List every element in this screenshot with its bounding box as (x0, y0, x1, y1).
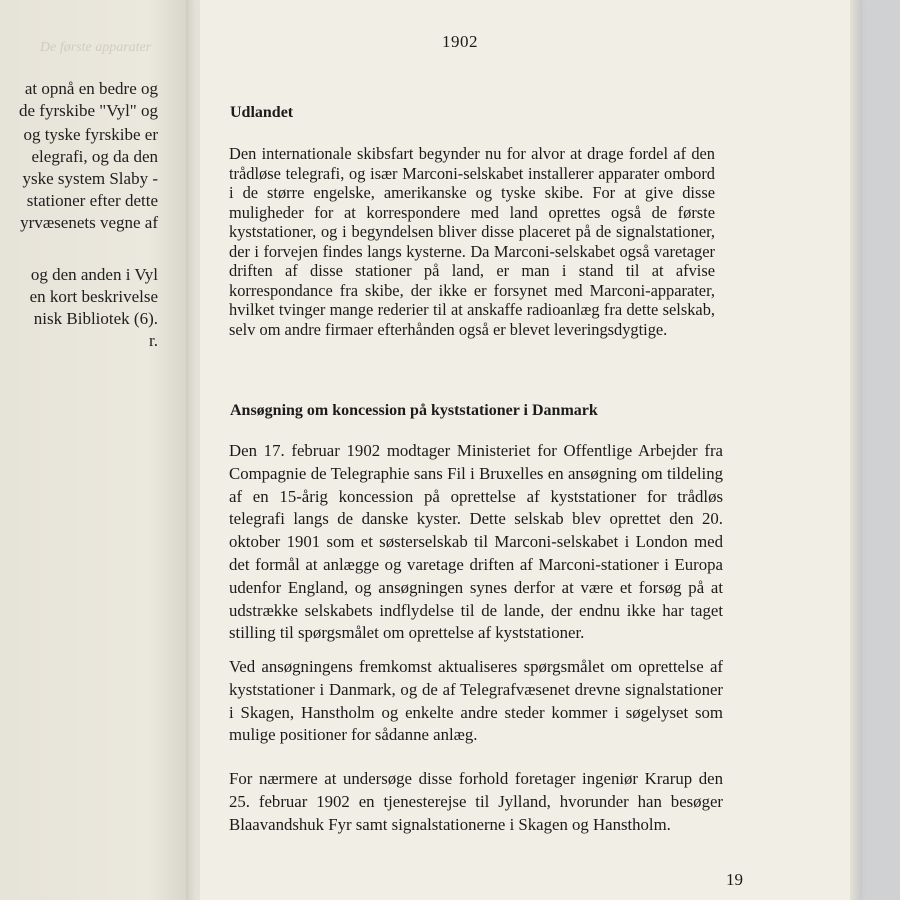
running-header-year: 1902 (442, 32, 478, 51)
paragraph-koncession-1: Den 17. februar 1902 modtager Ministeriet for Offentlige Arbejder fra Compagnie de Telegraphie sans Fil i Bruxelles en ansøgning om tildeling af en 15-årig koncession på oprettelse af kyststationer for trådløs telegrafi langs de danske kyster. Dette selskab blev oprettet den 20. oktober 1901 som et søsterselskab til Marconi-selskabet i London med det formål at anlægge og varetage driften af Marconi-stationer i Europa udenfor England, og ansøgningen synes derfor at være et forsøg på at udstrække selskabets indflydelse til de lande, der endnu ikke har taget stilling til spørgsmålet om oprettelse af kyststationer. (229, 441, 723, 643)
right-page (200, 0, 850, 900)
paragraph-udlandet: Den internationale skibsfart begynder nu for alvor at drage fordel af den trådløse telegrafi, og især Marconi-selskabet installerer apparater ombord i de større engelske, amerikanske og tyske skibe. For at give disse muligheder for at korrespondere med land oprettes også de første kyststationer, og i begyndelsen bliver disse placeret på de signalstationer, der i forvejen findes langs kysterne. Da Marconi-selskabet også varetager driften af disse stationer på land, er man i stand til at afvise korrespondance fra skibe, der ikke er forsynet med Marconi-apparater, hvilket tvinger mange rederier til at anskaffe radioanlæg fra dette selskab, selv om andre firmaer efterhånden også er blevet leveringsdygtige. (229, 144, 715, 339)
left-page-line: de fyrskibe "Vyl" og (19, 101, 158, 120)
left-page-line: stationer efter dette (26, 191, 158, 210)
left-page-line: nisk Bibliotek (6). (33, 309, 158, 328)
left-page-line: en kort beskrivelse (29, 287, 158, 306)
left-page-line: og tyske fyrskibe er (23, 125, 158, 144)
page-number: 19 (726, 870, 743, 889)
left-page-line: yske system Slaby - (22, 169, 158, 188)
section-heading-udlandet: Udlandet (230, 104, 294, 121)
left-page-line: og den anden i Vyl (30, 265, 158, 284)
left-page-line: yrvæsenets vegne af (20, 213, 158, 232)
section-heading-koncession: Ansøgning om koncession på kyststationer i Danmark (230, 402, 598, 419)
left-page-line: at opnå en bedre og (24, 79, 158, 98)
paragraph-koncession-3: For nærmere at undersøge disse forhold foretager ingeniør Krarup den 25. februar 1902 en tjenesterejse til Jylland, hvorunder han besøger Blaavandshuk Fyr samt signalstationerne i Skagen og Hanstholm. (229, 769, 723, 834)
left-page-line: elegrafi, og da den (31, 147, 158, 166)
left-page-line: r. (149, 331, 158, 350)
left-page-header: De første apparater (40, 40, 152, 55)
paragraph-koncession-2: Ved ansøgningens fremkomst aktualiseres spørgsmålet om oprettelse af kyststationer i Danmark, og de af Telegrafvæsenet drevne signalstationer i Skagen, Hanstholm og enkelte andre steder kommer i søgelyset som mulige positioner for sådanne anlæg. (229, 657, 723, 745)
page-edge-shadow (850, 0, 862, 900)
left-page (0, 0, 186, 900)
